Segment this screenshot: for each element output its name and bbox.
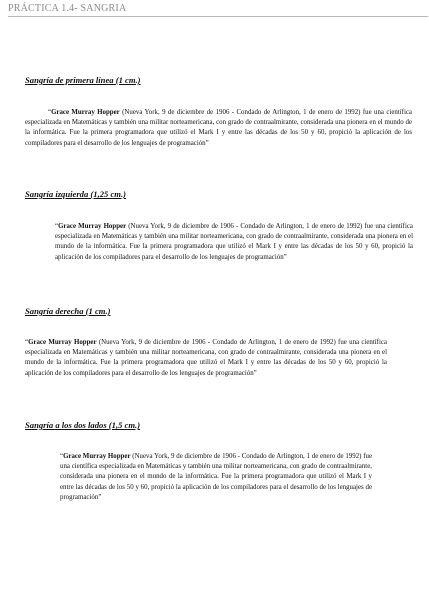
person-name: Grace Murray Hopper <box>28 339 97 346</box>
section-heading: Sangría izquierda (1,25 cm.) <box>25 189 126 199</box>
section-heading: Sangría a los dos lados (1,5 cm.) <box>25 420 141 430</box>
person-name: Grace Murray Hopper <box>63 453 131 460</box>
quote-paragraph <box>55 222 413 263</box>
open-quote: “ <box>60 453 64 460</box>
paragraph-body: (Nueva York, 9 de diciembre de 1906 - Condado de Arlington, 1 de enero de 1992) fue una científica especializada en Matemáticas y también una militar norteamericana, con grado de contraalmirante, considerada una pionera en el mundo de la informática. Fue la primera programadora que utilizó el Mark I y entre las décadas de los 50 y 60, propició la aplicación de los compiladores para el desarrollo de los lenguajes de programación” <box>25 339 387 377</box>
paragraph-body: (Nueva York, 9 de diciembre de 1906 - Condado de Arlington, 1 de enero de 1992) fue una científica especializada en Matemáticas y también una militar norteamericana, con grado de contraalmirante, considerada una pionera en el mundo de la informática. Fue la primera programadora que utilizó el Mark I y entre las décadas de los 50 y 60, propició la aplicación de los compiladores para el desarrollo de los lenguajes de programación” <box>55 223 413 261</box>
page-header <box>8 3 428 17</box>
paragraph-body: (Nueva York, 9 de diciembre de 1906 - Condado de Arlington, 1 de enero de 1992) fue una científica especializada en Matemáticas y también una militar norteamericana, con grado de contraalmirante, considerada una pionera en el mundo de la informática. Fue la primera programadora que utilizó el Mark I y entre las décadas de los 50 y 60, propició la aplicación de los compiladores para el desarrollo de los lenguajes de programación” <box>25 109 412 147</box>
quote-paragraph <box>25 108 412 149</box>
paragraph-body: (Nueva York, 9 de diciembre de 1906 - Condado de Arlington, 1 de enero de 1992) fue una científica especializada en Matemáticas y también una militar norteamericana, con grado de contraalmirante, considerada una pionera en el mundo de la informática. Fue la primera programadora que utilizó el Mark I y entre las décadas de los 50 y 60, propició la aplicación de los compiladores para el desarrollo de los lenguajes de programación” <box>60 453 373 501</box>
quote-paragraph <box>60 452 372 503</box>
open-quote: “ <box>55 223 59 230</box>
person-name: Grace Murray Hopper <box>51 109 120 116</box>
section-heading: Sangría de primera línea (1 cm.) <box>25 75 141 85</box>
quote-paragraph <box>25 338 387 379</box>
page-title: PRÁCTICA 1.4- SANGRIA <box>8 3 127 14</box>
section-heading: Sangría derecha (1 cm.) <box>25 306 111 316</box>
open-quote: “ <box>48 109 52 116</box>
open-quote: “ <box>25 339 29 346</box>
person-name: Grace Murray Hopper <box>58 223 127 230</box>
